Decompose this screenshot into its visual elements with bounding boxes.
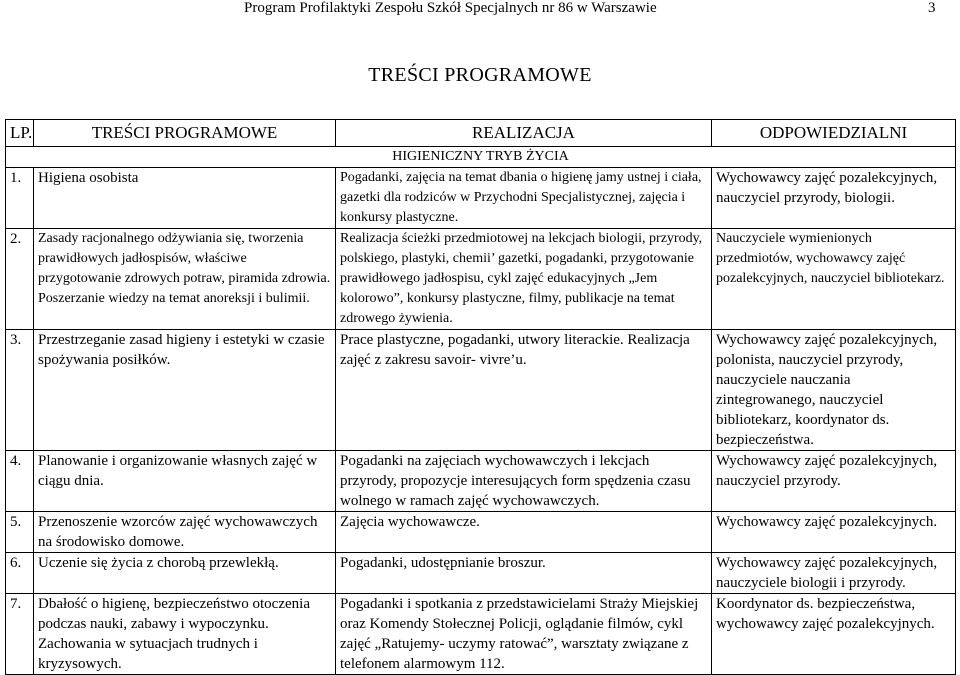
row-responsible: Nauczyciele wymienionych przedmiotów, wychowawcy zajęć pozalekcyjnych, nauczyciel bibliotekarz.	[712, 229, 956, 330]
page-header	[0, 0, 960, 22]
table-row	[6, 229, 956, 330]
document-title: TREŚCI PROGRAMOWE	[368, 64, 592, 86]
page-number: 3	[928, 0, 936, 16]
row-content: Dbałość o higienę, bezpieczeństwo otoczenia podczas nauki, zabawy i wypoczynku. Zachowania w sytuacjach trudnych i kryzysowych.	[34, 594, 336, 675]
row-lp: 7.	[6, 594, 34, 675]
row-responsible: Wychowawcy zajęć pozalekcyjnych, nauczyciel przyrody, biologii.	[712, 168, 956, 229]
row-realization: Zajęcia wychowawcze.	[336, 512, 712, 553]
table-row	[6, 594, 956, 675]
row-realization: Pogadanki na zajęciach wychowawczych i lekcjach przyrody, propozycje interesujących form spędzenia czasu wolnego w ramach zajęć wychowawczych.	[336, 451, 712, 512]
table-row	[6, 512, 956, 553]
row-content: Przestrzeganie zasad higieny i estetyki w czasie spożywania posiłków.	[34, 330, 336, 451]
row-responsible: Wychowawcy zajęć pozalekcyjnych, polonista, nauczyciel przyrody, nauczyciele nauczania zintegrowanego, nauczyciel bibliotekarz, koordynator ds. bezpieczeństwa.	[712, 330, 956, 451]
row-content: Higiena osobista	[34, 168, 336, 229]
column-header-lp: LP.	[6, 120, 34, 147]
row-content: Uczenie się życia z chorobą przewlekłą.	[34, 553, 336, 594]
row-realization: Pogadanki i spotkania z przedstawicielami Straży Miejskiej oraz Komendy Stołecznej Policji, oglądanie filmów, cykl zajęć „Ratujemy- uczymy ratować”, warsztaty związane z telefonem alarmowym 112.	[336, 594, 712, 675]
section-row	[6, 147, 956, 168]
row-realization: Pogadanki, udostępnianie broszur.	[336, 553, 712, 594]
row-lp: 2.	[6, 229, 34, 330]
row-realization: Prace plastyczne, pogadanki, utwory literackie. Realizacja zajęć z zakresu savoir- vivre’u.	[336, 330, 712, 451]
school-program-line: Program Profilaktyki Zespołu Szkół Specjalnych nr 86 w Warszawie	[244, 0, 657, 16]
row-responsible: Wychowawcy zajęć pozalekcyjnych, nauczyciel przyrody.	[712, 451, 956, 512]
column-header-content: TREŚCI PROGRAMOWE	[34, 120, 336, 147]
table-row	[6, 553, 956, 594]
row-content: Zasady racjonalnego odżywiania się, tworzenia prawidłowych jadłospisów, właściwe przygotowanie zdrowych potraw, piramida zdrowia. Poszerzanie wiedzy na temat anoreksji i bulimii.	[34, 229, 336, 330]
row-lp: 1.	[6, 168, 34, 229]
section-title: HIGIENICZNY TRYB ŻYCIA	[6, 147, 956, 168]
table-header-row	[6, 120, 956, 147]
column-header-responsible: ODPOWIEDZIALNI	[712, 120, 956, 147]
row-responsible: Koordynator ds. bezpieczeństwa, wychowawcy zajęć pozalekcyjnych.	[712, 594, 956, 675]
row-realization: Pogadanki, zajęcia na temat dbania o higienę jamy ustnej i ciała, gazetki dla rodziców w Przychodni Specjalistycznej, zajęcia i konkursy plastyczne.	[336, 168, 712, 229]
row-lp: 4.	[6, 451, 34, 512]
row-lp: 3.	[6, 330, 34, 451]
row-responsible: Wychowawcy zajęć pozalekcyjnych.	[712, 512, 956, 553]
table-row	[6, 168, 956, 229]
row-content: Planowanie i organizowanie własnych zajęć w ciągu dnia.	[34, 451, 336, 512]
row-responsible: Wychowawcy zajęć pozalekcyjnych, nauczyciele biologii i przyrody.	[712, 553, 956, 594]
row-content: Przenoszenie wzorców zajęć wychowawczych na środowisko domowe.	[34, 512, 336, 553]
row-realization: Realizacja ścieżki przedmiotowej na lekcjach biologii, przyrody, polskiego, plastyki, chemii’ gazetki, pogadanki, przygotowanie prawidłowego jadłospisu, cykl zajęć edukacyjnych „Jem kolorowo”, konkursy plastyczne, filmy, publikacje na temat zdrowego żywienia.	[336, 229, 712, 330]
program-table	[5, 119, 956, 675]
row-lp: 6.	[6, 553, 34, 594]
column-header-realization: REALIZACJA	[336, 120, 712, 147]
table-row	[6, 330, 956, 451]
row-lp: 5.	[6, 512, 34, 553]
table-row	[6, 451, 956, 512]
